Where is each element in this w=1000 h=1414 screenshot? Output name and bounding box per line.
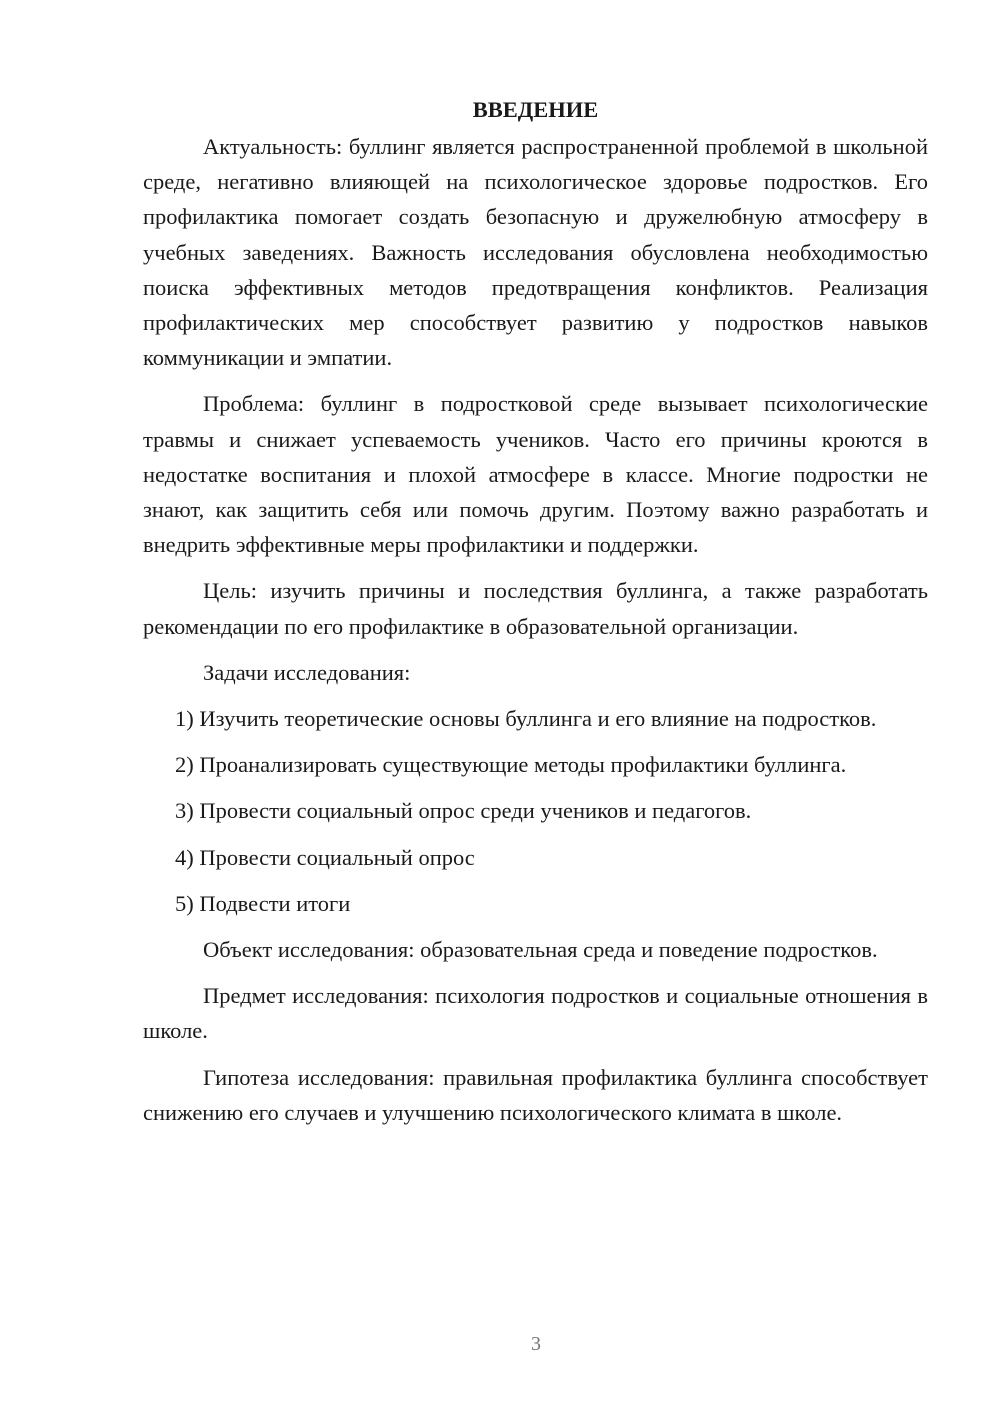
object-paragraph: Объект исследования: образовательная среда и поведение подростков. [203,937,878,963]
goal-paragraph: Цель: изучить причины и последствия буллинга, а также разработать рекомендации по его профилактике в образовательной организации. [143,578,928,639]
tasks-list [143,701,928,921]
task-item-1: 1) Изучить теоретические основы буллинга и его влияние на подростков. [175,706,877,732]
section-title: ВВЕДЕНИЕ [472,97,599,122]
task-item-2: 2) Проанализировать существующие методы профилактики буллинга. [175,752,847,778]
page-number: 3 [531,1333,541,1355]
subject-paragraph: Предмет исследования: психология подростков и социальные отношения в школе. [143,983,928,1044]
relevance-paragraph: Актуальность: буллинг является распространенной проблемой в школьной среде, негативно влияющей на психологическое здоровье подростков. Его профилактика помогает создать безопасную и дружелюбную атмосферу в учебных заведениях. Важность исследования обусловлена необходимостью поиска эффективных методов предотвращения конфликтов. Реализация профилактических мер способствует развитию у подростков навыков коммуникации и эмпатии. [143,134,928,371]
task-item-4: 4) Провести социальный опрос [175,844,475,870]
page-content [143,92,928,1130]
task-item-3: 3) Провести социальный опрос среди учеников и педагогов. [175,798,752,824]
problem-paragraph: Проблема: буллинг в подростковой среде вызывает психологические травмы и снижает успеваемость учеников. Часто его причины кроются в недостатке воспитания и плохой атмосфере в классе. Многие подростки не знают, как защитить себя или помочь другим. Поэтому важно разработать и внедрить эффективные меры профилактики и поддержки. [143,391,928,558]
hypothesis-paragraph: Гипотеза исследования: правильная профилактика буллинга способствует снижению его случаев и улучшению психологического климата в школе. [143,1064,928,1125]
tasks-heading: Задачи исследования: [203,659,411,685]
task-item-5: 5) Подвести итоги [175,890,351,916]
